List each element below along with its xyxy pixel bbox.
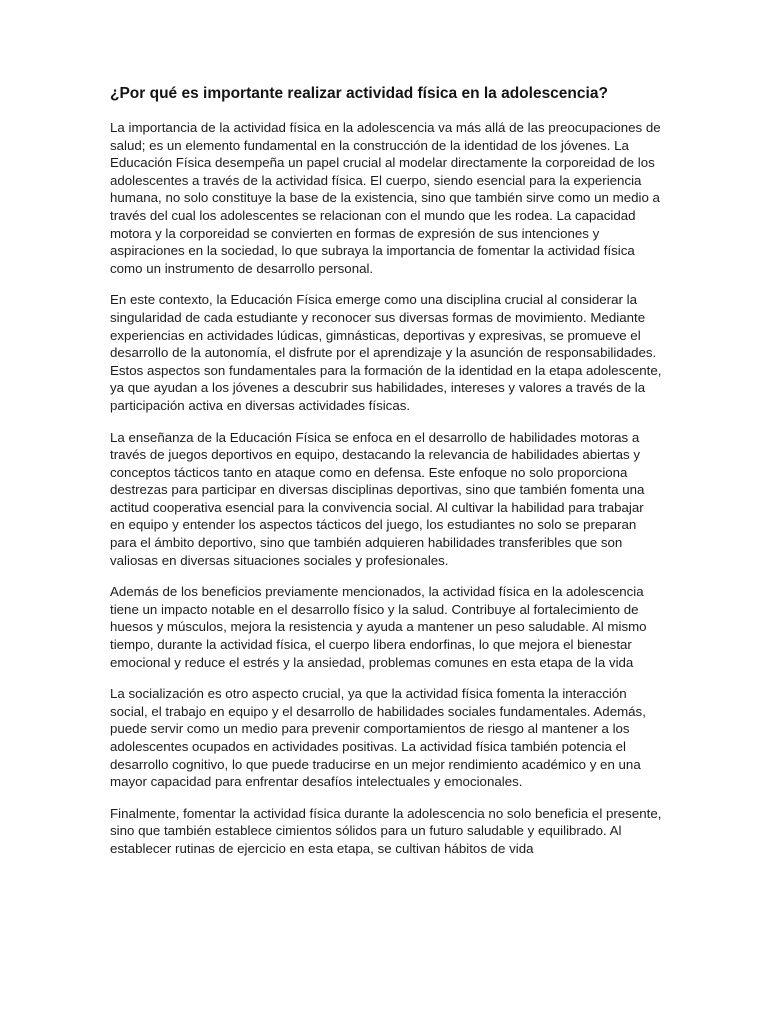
paragraph-3: La enseñanza de la Educación Física se enfoca en el desarrollo de habilidades motoras a través de juegos deportivos en equipo, destacando la relevancia de habilidades abiertas y conceptos tácticos tanto en ataque como en defensa. Este enfoque no solo proporciona destrezas para participar en diversas disciplinas deportivas, sino que también fomenta una actitud cooperativa esencial para la convivencia social. Al cultivar la habilidad para trabajar en equipo y entender los aspectos tácticos del juego, los estudiantes no solo se preparan para el ámbito deportivo, sino que también adquieren habilidades transferibles que son valiosas en diversas situaciones sociales y profesionales.	[110, 429, 645, 568]
document-body	[110, 84, 662, 872]
paragraph-4: Además de los beneficios previamente mencionados, la actividad física en la adolescencia tiene un impacto notable en el desarrollo físico y la salud. Contribuye al fortalecimiento de huesos y músculos, mejora la resistencia y ayuda a mantener un peso saludable. Al mismo tiempo, durante la actividad física, el cuerpo libera endorfinas, lo que mejora el bienestar emocional y reduce el estrés y la ansiedad, problemas comunes en esta etapa de la vida	[110, 584, 647, 670]
document-title: ¿Por qué es importante realizar actividad física en la adolescencia?	[110, 85, 608, 102]
paragraph-2: En este contexto, la Educación Física emerge como una disciplina crucial al considerar la singularidad de cada estudiante y reconocer sus diversas formas de movimiento. Mediante experiencias en actividades lúdicas, gimnásticas, deportivas y expresivas, se promueve el desarrollo de la autonomía, el disfrute por el aprendizaje y la asunción de responsabilidades. Estos aspectos son fundamentales para la formación de la identidad en la etapa adolescente, ya que ayudan a los jóvenes a descubrir sus habilidades, intereses y valores a través de la participación activa en diversas actividades físicas.	[110, 292, 662, 413]
paragraph-6: Finalmente, fomentar la actividad física durante la adolescencia no solo beneficia el presente, sino que también establece cimientos sólidos para un futuro saludable y equilibrado. Al establecer rutinas de ejercicio en esta etapa, se cultivan hábitos de vida	[110, 805, 662, 856]
paragraph-1: La importancia de la actividad física en la adolescencia va más allá de las preocupaciones de salud; es un elemento fundamental en la construcción de la identidad de los jóvenes. La Educación Física desempeña un papel crucial al modelar directamente la corporeidad de los adolescentes a través de la actividad física. El cuerpo, siendo esencial para la experiencia humana, no solo constituye la base de la existencia, sino que también sirve como un medio a través del cual los adolescentes se relacionan con el mundo que les rodea. La capacidad motora y la corporeidad se convierten en formas de expresión de sus intenciones y aspiraciones en la sociedad, lo que subraya la importancia de fomentar la actividad física como un instrumento de desarrollo personal.	[110, 120, 661, 276]
paragraph-5: La socialización es otro aspecto crucial, ya que la actividad física fomenta la interacción social, el trabajo en equipo y el desarrollo de habilidades sociales fundamentales. Además, puede servir como un medio para prevenir comportamientos de riesgo al mantener a los adolescentes ocupados en actividades positivas. La actividad física también potencia el desarrollo cognitivo, lo que puede traducirse en un mejor rendimiento académico y en una mayor capacidad para enfrentar desafíos intelectuales y emocionales.	[110, 686, 646, 790]
